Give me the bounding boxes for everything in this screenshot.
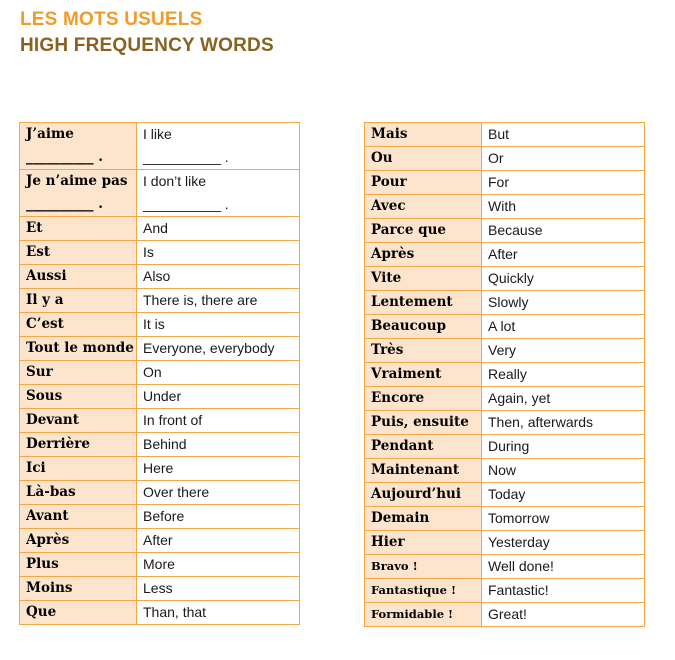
english-translation: And xyxy=(137,217,300,241)
english-translation: Here xyxy=(137,457,300,481)
table-row xyxy=(20,457,300,481)
table-row xyxy=(365,459,645,483)
english-translation-blank: __________ . xyxy=(143,196,229,212)
french-term: Lentement xyxy=(365,291,482,315)
table-row xyxy=(365,579,645,603)
french-term-text: J’aime xyxy=(26,126,74,142)
english-translation: Very xyxy=(482,339,645,363)
french-term: Ici xyxy=(20,457,137,481)
english-translation: Really xyxy=(482,363,645,387)
table-row xyxy=(20,170,300,217)
french-term-blank: __________ . xyxy=(26,149,103,165)
english-translation: During xyxy=(482,435,645,459)
english-translation-blank: __________ . xyxy=(143,149,229,165)
french-term: Demain xyxy=(365,507,482,531)
english-translation: Or xyxy=(482,147,645,171)
english-translation: Again, yet xyxy=(482,387,645,411)
french-term: Que xyxy=(20,601,137,625)
table-row xyxy=(20,313,300,337)
table-row xyxy=(365,483,645,507)
english-translation: After xyxy=(482,243,645,267)
table-row xyxy=(365,123,645,147)
french-term: Avec xyxy=(365,195,482,219)
french-term: Devant xyxy=(20,409,137,433)
french-term: Tout le monde xyxy=(20,337,137,361)
french-term xyxy=(20,123,137,170)
english-translation: More xyxy=(137,553,300,577)
page-title: LES MOTS USUELS xyxy=(20,9,203,30)
english-translation: Than, that xyxy=(137,601,300,625)
english-translation: There is, there are xyxy=(137,289,300,313)
french-term: Derrière xyxy=(20,433,137,457)
french-term: Sur xyxy=(20,361,137,385)
english-translation-text: I don’t like xyxy=(143,173,207,189)
table-row xyxy=(365,219,645,243)
french-term-text: Je n’aime pas xyxy=(26,173,128,189)
english-translation: Everyone, everybody xyxy=(137,337,300,361)
french-term: Il y a xyxy=(20,289,137,313)
french-term: Aussi xyxy=(20,265,137,289)
table-row xyxy=(365,411,645,435)
french-term: Très xyxy=(365,339,482,363)
french-term: Après xyxy=(20,529,137,553)
english-translation: Slowly xyxy=(482,291,645,315)
table-row xyxy=(365,267,645,291)
table-row xyxy=(365,243,645,267)
english-translation: Quickly xyxy=(482,267,645,291)
table-row xyxy=(20,217,300,241)
french-term: Ou xyxy=(365,147,482,171)
table-row xyxy=(20,241,300,265)
table-row xyxy=(20,289,300,313)
english-translation: Behind xyxy=(137,433,300,457)
table-row xyxy=(20,265,300,289)
english-translation: On xyxy=(137,361,300,385)
english-translation: Is xyxy=(137,241,300,265)
french-term: Plus xyxy=(20,553,137,577)
vocabulary-table-left xyxy=(19,122,300,625)
table-row xyxy=(20,409,300,433)
table-row xyxy=(365,315,645,339)
table-row xyxy=(20,481,300,505)
table-row xyxy=(365,507,645,531)
table-row xyxy=(20,123,300,170)
page-subtitle: HIGH FREQUENCY WORDS xyxy=(20,35,274,56)
french-term: Fantastique ! xyxy=(365,579,482,603)
english-translation: Great! xyxy=(482,603,645,627)
french-term: Formidable ! xyxy=(365,603,482,627)
vocabulary-table-right xyxy=(364,122,645,627)
french-term: C’est xyxy=(20,313,137,337)
english-translation: Also xyxy=(137,265,300,289)
french-term: Là-bas xyxy=(20,481,137,505)
english-translation: Because xyxy=(482,219,645,243)
english-translation: For xyxy=(482,171,645,195)
english-translation: Now xyxy=(482,459,645,483)
french-term xyxy=(20,170,137,217)
english-translation: It is xyxy=(137,313,300,337)
french-term: Maintenant xyxy=(365,459,482,483)
french-term-blank: __________ . xyxy=(26,196,103,212)
french-term: Pour xyxy=(365,171,482,195)
french-term: Vite xyxy=(365,267,482,291)
table-row xyxy=(20,601,300,625)
french-term: Après xyxy=(365,243,482,267)
french-term: Et xyxy=(20,217,137,241)
table-row xyxy=(20,337,300,361)
english-translation: In front of xyxy=(137,409,300,433)
french-term: Parce que xyxy=(365,219,482,243)
table-row xyxy=(365,339,645,363)
french-term: Pendant xyxy=(365,435,482,459)
english-translation: Yesterday xyxy=(482,531,645,555)
english-translation xyxy=(137,123,300,170)
table-row xyxy=(20,433,300,457)
table-row xyxy=(365,363,645,387)
english-translation: Under xyxy=(137,385,300,409)
english-translation: Less xyxy=(137,577,300,601)
english-translation: Fantastic! xyxy=(482,579,645,603)
table-row xyxy=(20,385,300,409)
french-term: Moins xyxy=(20,577,137,601)
table-row xyxy=(365,195,645,219)
english-translation: A lot xyxy=(482,315,645,339)
english-translation: Well done! xyxy=(482,555,645,579)
french-term: Puis, ensuite xyxy=(365,411,482,435)
english-translation: Over there xyxy=(137,481,300,505)
english-translation xyxy=(137,170,300,217)
english-translation: Tomorrow xyxy=(482,507,645,531)
english-translation: Then, afterwards xyxy=(482,411,645,435)
table-row xyxy=(365,171,645,195)
table-row xyxy=(365,603,645,627)
table-row xyxy=(20,553,300,577)
table-row xyxy=(365,387,645,411)
french-term: Encore xyxy=(365,387,482,411)
table-row xyxy=(20,505,300,529)
english-translation-text: I like xyxy=(143,126,172,142)
french-term: Mais xyxy=(365,123,482,147)
french-term: Avant xyxy=(20,505,137,529)
french-term: Bravo ! xyxy=(365,555,482,579)
table-row xyxy=(365,555,645,579)
table-row xyxy=(365,531,645,555)
french-term: Est xyxy=(20,241,137,265)
table-row xyxy=(20,577,300,601)
english-translation: After xyxy=(137,529,300,553)
table-row xyxy=(20,361,300,385)
english-translation: Before xyxy=(137,505,300,529)
french-term: Hier xyxy=(365,531,482,555)
table-row xyxy=(20,529,300,553)
french-term: Aujourd’hui xyxy=(365,483,482,507)
english-translation: Today xyxy=(482,483,645,507)
table-row xyxy=(365,291,645,315)
french-term: Beaucoup xyxy=(365,315,482,339)
french-term: Vraiment xyxy=(365,363,482,387)
table-row xyxy=(365,435,645,459)
english-translation: With xyxy=(482,195,645,219)
table-row xyxy=(365,147,645,171)
french-term: Sous xyxy=(20,385,137,409)
english-translation: But xyxy=(482,123,645,147)
